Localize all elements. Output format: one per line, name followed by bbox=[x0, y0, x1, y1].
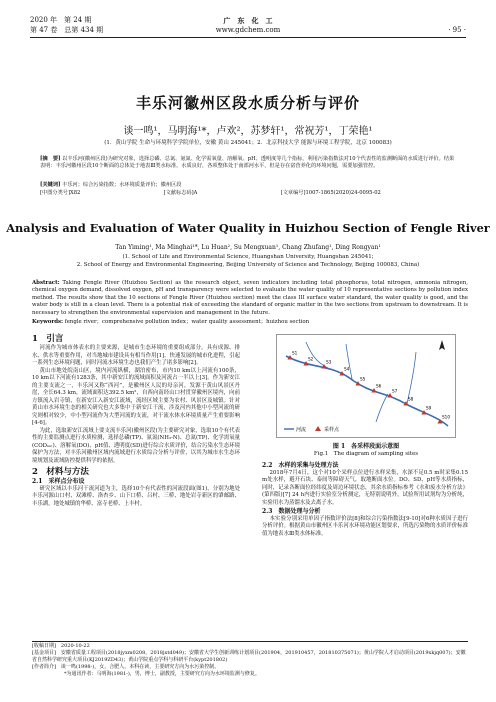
corresponding-author: *为通讯作者：马明海(1981-)，男，博士，副教授，主要研究方向为水环境监测与修复。 bbox=[64, 671, 260, 677]
doc-code-label: [文献标志码] bbox=[163, 190, 194, 196]
journal-website: www.gdchem.com bbox=[215, 26, 281, 34]
sampling-site-label: S10 bbox=[442, 414, 450, 420]
map-frame bbox=[277, 335, 456, 438]
section-1-heading: 1 引言 bbox=[32, 334, 64, 344]
footnote bbox=[32, 643, 468, 678]
year-issue: 2020 年 第 24 期 bbox=[30, 16, 92, 24]
keywords-en-text: fengle river；comprehensive pollution index；water quality assessment；huizhou section bbox=[64, 319, 310, 326]
fund-label: [基金项目] bbox=[32, 650, 56, 656]
abstract-en-text: Taking Fengle River (Huizhou Section) as the research object, seven indicators including total phosphorus, total nitrogen, ammonia nitrogen, chemical oxygen demand, dissolved oxygen, pH and transparency were selected to evaluate the water quality of 10 representative sections by pollution index method. The results show that the 10 sections of Fengle River (Huizhou section) meet the class III surface water standard, the water quality is good, and the water body is still in a clean level. There is a potential risk of exceeding the standard of organic matter in the two sections from upstream to downstream. It is necessary to strengthen the environmental supervision and management in the future. bbox=[32, 280, 468, 316]
sampling-site-label: S9 bbox=[426, 405, 432, 411]
figure-caption-cn: 图 1 各采样段面示意图 bbox=[332, 443, 400, 450]
footnote-rule bbox=[32, 641, 468, 642]
abstract-cn-label: [摘 要] bbox=[40, 156, 61, 162]
sampling-site-label: S5 bbox=[360, 376, 366, 382]
sampling-site-map bbox=[276, 334, 456, 438]
right-column bbox=[262, 462, 468, 538]
affiliation-en-2: 2. School of Energy and Environmental Engineering, Beijing University of Science and Technology, Beijing 100083, China) bbox=[76, 262, 420, 268]
section-2-heading: 2 材料与方法 bbox=[32, 467, 89, 477]
fund-text: 安徽省质量工程项目(2018jyxm0208，2018jxtd049)；安徽省大学生创新训练计划项目(201904，201910457，201810375071)；黄山学院人才启动项目(2019xkjq007)；安徽省自然科学研究重大项目(KJ2019ZD43)；黄山学院重点学科与科研平台(kypt201802) bbox=[32, 650, 466, 663]
section-1-paragraph-2: 黄山市地处皖南山区，境内河流纵横，湖泊密布，市内10 km以上河流有100条，10 km以下河流有1283条，其中新安江的流域面积及河流占一半以上[3]。作为新安江的主要支流之一，丰乐河又称“西河”，是徽州区人民的母亲河，发源于黄山风景区丹崖，全长64.3 km，流域面积达392.5 km²，自西向南经山口村贯穿徽州区境内，向前方镇流入岩寺镇，在新安江入新安江流域，流经区域主要为农村、风景区及城镇。针对黄山市水环境生态的相关研究也大多集中于新安江干流，涉及河内其他中小型河流的研究则相对较少，中小型河流作为大型河流的支流，对干流水体水环境质量产生重要影响[4-6]。 bbox=[32, 367, 240, 426]
section-2-1-heading: 2.1 采样点分布设 bbox=[32, 478, 85, 485]
received-label: [收稿日期] bbox=[32, 643, 56, 649]
authors-en: Tan Yiming¹, Ma Minghai¹*, Lu Huan², Su Mengxuan¹, Chang Zhufang¹, Ding Rongyan¹ bbox=[115, 244, 381, 251]
received-date: 2020-10-22 bbox=[60, 643, 90, 649]
sampling-site-label: S1 bbox=[292, 350, 298, 356]
page-number: · 95 · bbox=[448, 26, 466, 34]
section-1-paragraph-3: 为此，选取新安江流域上要支流丰乐河(徽州区段)为主要研究对象，选取10个有代表性的主要监测点进行水质检测，选择总磷(TP)、氨氮(NH₃-N)、总氮(TP)、化学需氧量(CODₘₙ)、溶解氧(DO)、pH值、透明度(SD)进行综合水质评价，结合污染水生态环境保护为方法，对丰乐河徽州区域内流域进行水质综合分析与评价，以其为城市水生态环境规划及流域防控提供科学的依据。 bbox=[32, 427, 240, 464]
sampling-site-label: S3 bbox=[326, 359, 332, 365]
sampling-site-label: S7 bbox=[392, 388, 398, 394]
figure-caption-en: Fig.1 The diagram of sampling sites bbox=[313, 451, 419, 457]
section-2-2-paragraph: 2018年7月4日，这个对10个采样点位进行水样采集，水深不足0.5 m时采集0.15 m处水样，避开石块、泰间等障碍天气，取地断面水位。DO、SD、pH等水质指标，同时，记录各断面位经纬度及周边环境状态，其余水质指标参考《水和废水分析方法》(第四版)[7] 24 h内进行实验室分析测定，无特别说明外，试验所用试剂均为分析纯，实验用水为蒸馏水及去离子水。 bbox=[262, 469, 468, 506]
header-rule bbox=[30, 37, 466, 38]
classification-line bbox=[40, 190, 456, 197]
title-cn: 丰乐河徽州区段水质分析与评价 bbox=[135, 94, 360, 112]
author-bio-label: [作者简介] bbox=[32, 664, 56, 670]
keywords-cn bbox=[40, 182, 456, 189]
article-no-value: 1007-1865(2020)24-0095-02 bbox=[305, 190, 381, 196]
doc-code-value: A bbox=[193, 190, 198, 196]
section-2-2-heading: 2.2 水样的采集与处理方法 bbox=[262, 462, 339, 469]
affiliation-en-1: (1. School of Life and Environmental Science, Huangshan University, Huangshan 245041; bbox=[122, 254, 374, 260]
section-2-3-heading: 2.3 数据处理与分析 bbox=[262, 508, 321, 515]
abstract-cn-text: 以丰乐河(徽州区段)为研究对象，选择总磷、总氮、氨氮、化学需氧量、溶解氧、pH、透明度等几个指标，利用污染指数法对10个代表性的监测断面的水质进行评价。结果表明：丰乐河徽州区段10个断面的总体处于地表Ⅲ类水标准，水质良好，各项整体处于南部河水平，但是存在富营养化的环境问题，需要加强管控。 bbox=[40, 156, 455, 170]
volume-number: 第 47 卷 总第 434 期 bbox=[30, 26, 104, 34]
abstract-en bbox=[32, 280, 468, 326]
clc-value: X82 bbox=[70, 190, 81, 196]
keywords-cn-label: [关键词] bbox=[40, 182, 61, 188]
left-column bbox=[32, 334, 240, 508]
legend-site-label: 采样点 bbox=[324, 427, 340, 433]
sampling-site-label: S2 bbox=[308, 356, 314, 362]
authors-cn: 谈一鸣¹，马明海¹*，卢欢²，苏梦轩¹，常祝芳¹，丁荣艳¹ bbox=[123, 126, 373, 137]
article-no-label: [文章编号] bbox=[280, 190, 306, 196]
keywords-en-label: Keywords: bbox=[32, 319, 63, 326]
author-bio: 谈一鸣(1998-)，女，合肥人，本科在读，主要研究方向为水污染控制。 bbox=[60, 664, 220, 670]
section-1-paragraph-1: 河流作为城市体表水的主要来源，是城市生态环境的重要组成部分，具有成源、排水、供水等重要作用，对当地城市建设具有相当作用[1]。快速发展的城市化进程，引起一系列生态环境问题，同时河流水环境生态也我们产生了诸多影响[2]。 bbox=[32, 345, 240, 366]
legend-river-label: 河流 bbox=[296, 427, 307, 433]
sampling-site-label: S6 bbox=[376, 383, 382, 389]
abstract-en-label: Abstract: bbox=[32, 280, 60, 286]
sampling-site-label: S8 bbox=[408, 396, 414, 402]
section-2-3-paragraph: 本实验分别采用单因子指数评价法[8]和综合污染指数法[9-10]对6种水质因子进行分析评价。根据黄山市徽州区丰乐河水环境功能区划要求，所选污染物的水质评价标准值为地表水Ⅲ类水体标准。 bbox=[262, 515, 468, 537]
sampling-site-label: S4 bbox=[344, 366, 350, 372]
affiliation-cn: (1．黄山学院 生命与环境科学学院单位，安徽 黄山 245041；2．北京科技大学 能源与环境工程学院，北京 100083) bbox=[104, 140, 392, 146]
title-en: Analysis and Evaluation of Water Quality in Huizhou Section of Fengle River bbox=[6, 221, 490, 235]
section-2-1-paragraph: 研究区域以丰乐河干流河道为主，选择10个有代表性的河流段面(图1)，分别为地处丰乐河源山口村、双滩桥、洛杏乡、山下口桥、吕村、三桥、地处岩寺新区的肇邮路、丰乐湖，地处城镇的华桥、富寺老桥、上丰村。 bbox=[32, 485, 240, 507]
keywords-cn-text: 丰乐河；综合污染指数；水环境质量评价；徽州区段 bbox=[62, 182, 182, 188]
journal-name: 广 东 化 工 bbox=[223, 16, 273, 25]
abstract-cn bbox=[40, 156, 456, 171]
clc-label: [中图分类号] bbox=[40, 190, 70, 196]
